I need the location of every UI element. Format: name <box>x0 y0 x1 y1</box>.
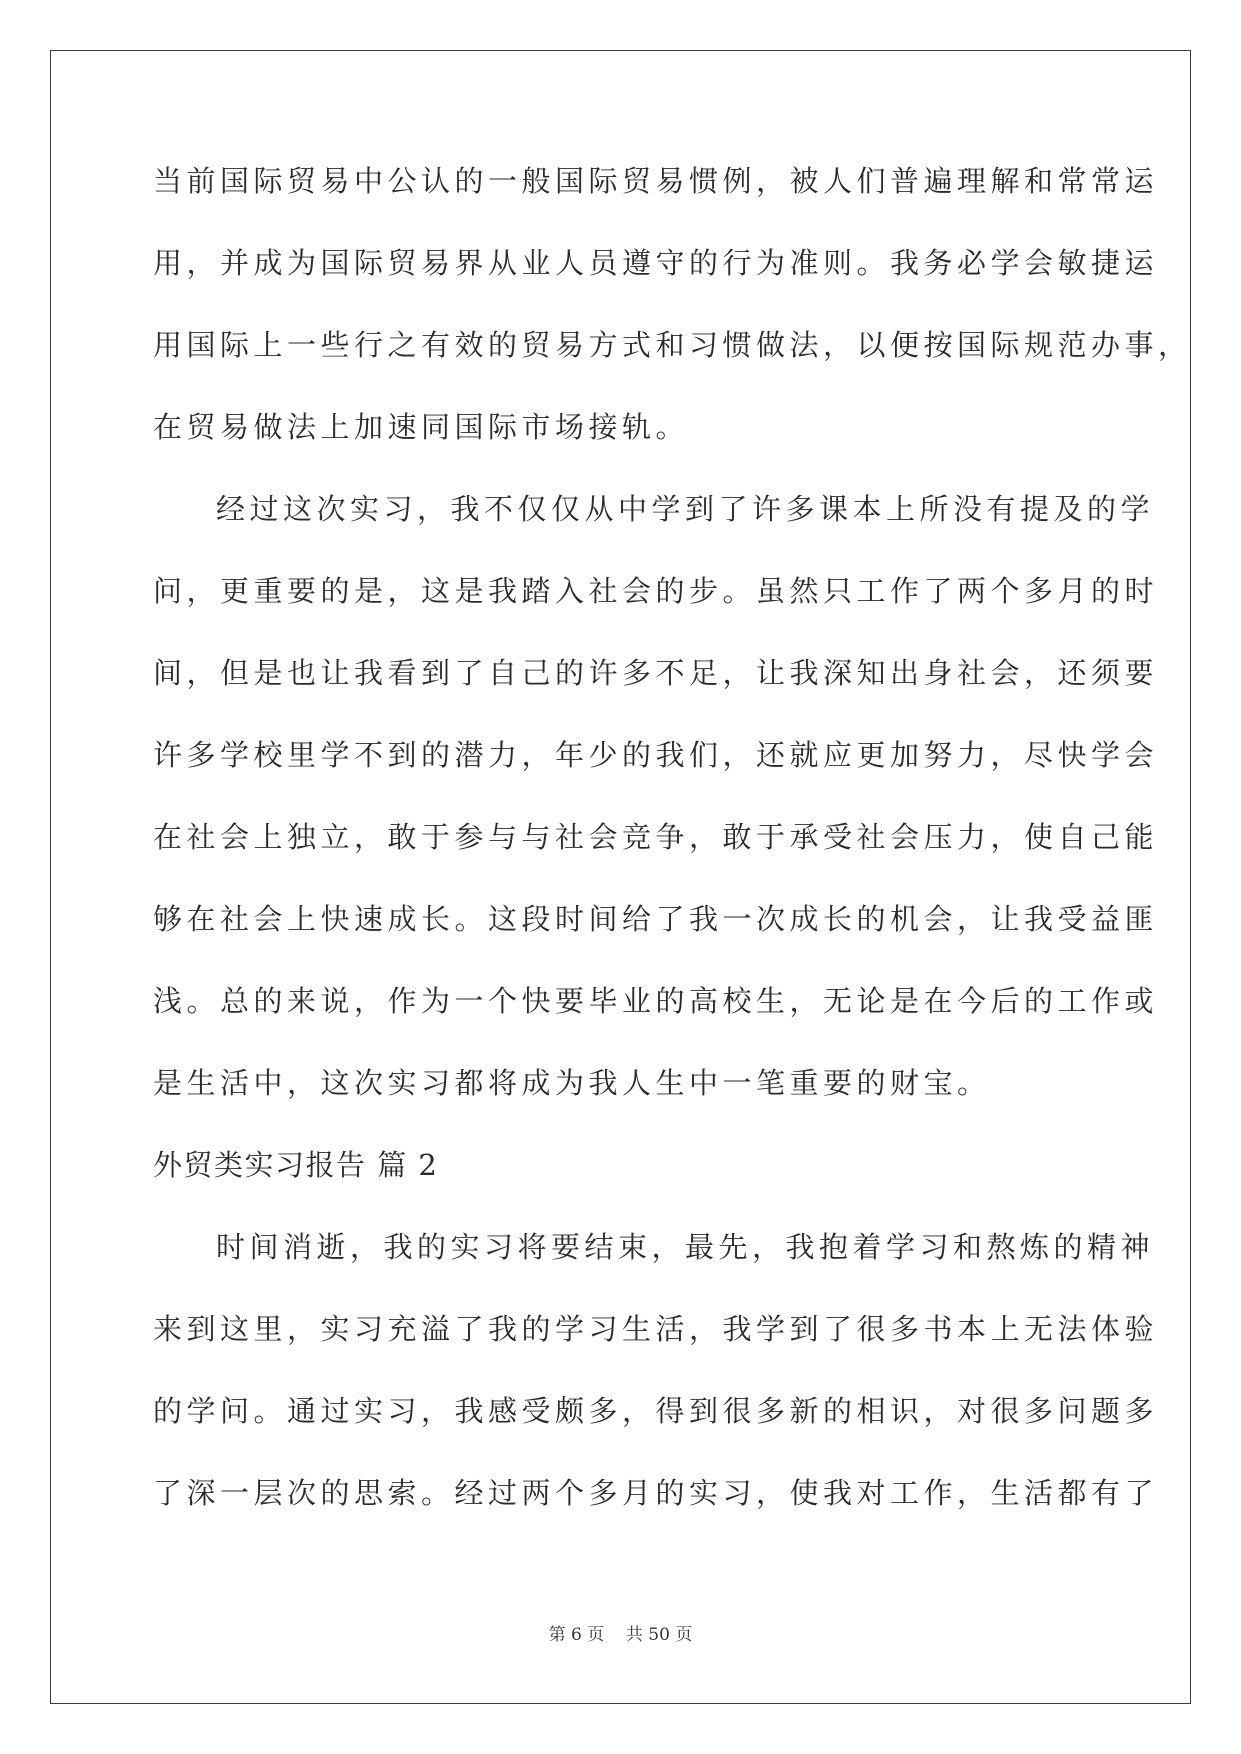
paragraph-line: 当前国际贸易中公认的一般国际贸易惯例，被人们普遍理解和常常运 <box>153 164 1159 198</box>
paragraph-line: 的学问。通过实习，我感受颇多，得到很多新的相识，对很多问题多 <box>153 1394 1159 1428</box>
paragraph-line: 浅。总的来说，作为一个快要毕业的高校生，无论是在今后的工作或 <box>153 984 1159 1018</box>
paragraph-line: 够在社会上快速成长。这段时间给了我一次成长的机会，让我受益匪 <box>153 902 1159 936</box>
paragraph-line: 了深一层次的思索。经过两个多月的实习，使我对工作，生活都有了 <box>153 1476 1159 1510</box>
paragraph-line: 间，但是也让我看到了自己的许多不足，让我深知出身社会，还须要 <box>153 656 1159 690</box>
section-heading: 外贸类实习报告 篇 2 <box>153 1148 439 1182</box>
paragraph-line: 是生活中，这次实习都将成为我人生中一笔重要的财宝。 <box>153 1066 991 1100</box>
document-body <box>153 160 1192 1554</box>
paragraph-line: 在社会上独立，敢于参与与社会竞争，敢于承受社会压力，使自己能 <box>153 820 1159 854</box>
page-number: 第 6 页 共 50 页 <box>548 1625 693 1645</box>
paragraph-line: 经过这次实习，我不仅仅从中学到了许多课本上所没有提及的学 <box>216 492 1155 526</box>
paragraph-line: 来到这里，实习充溢了我的学习生活，我学到了很多书本上无法体验 <box>153 1312 1159 1346</box>
paragraph-line: 在贸易做法上加速同国际市场接轨。 <box>153 410 690 444</box>
paragraph-line: 用国际上一些行之有效的贸易方式和习惯做法，以便按国际规范办事， <box>153 328 1192 362</box>
paragraph-line: 时间消逝，我的实习将要结束，最先，我抱着学习和熬炼的精神 <box>216 1230 1155 1264</box>
paragraph-line: 问，更重要的是，这是我踏入社会的步。虽然只工作了两个多月的时 <box>153 574 1159 608</box>
paragraph-line: 用，并成为国际贸易界从业人员遵守的行为准则。我务必学会敏捷运 <box>153 246 1159 280</box>
paragraph-line: 许多学校里学不到的潜力，年少的我们，还就应更加努力，尽快学会 <box>153 738 1159 772</box>
